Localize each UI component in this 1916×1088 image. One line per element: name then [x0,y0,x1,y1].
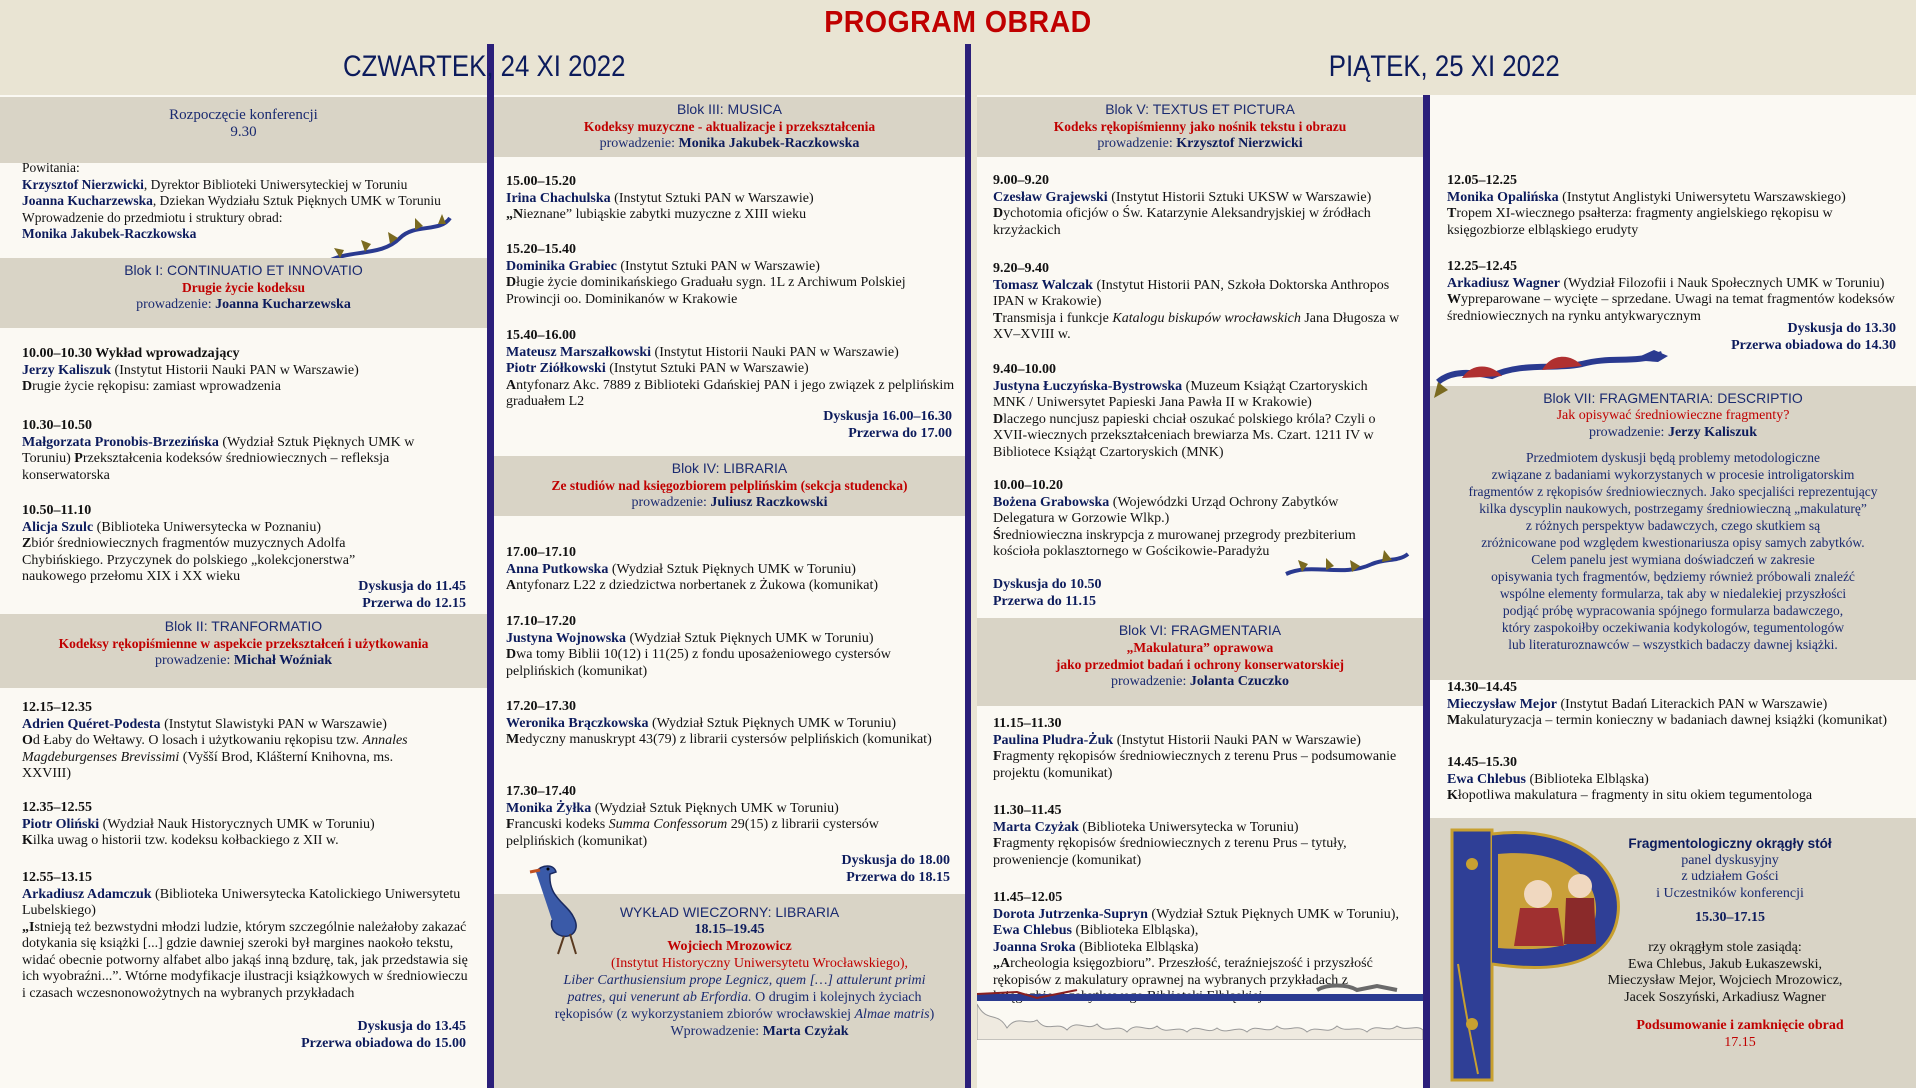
break-label: Przerwa do 17.00 [848,426,952,441]
talk [506,545,956,595]
speaker-affiliation: (Instytut Historii Nauki PAN w Warszawie) [1113,732,1361,748]
evening-affiliation: (Instytut Historyczny Uniwersytetu Wrocławskiego), [610,956,908,971]
block1-theme: Drugie życie kodeksu [182,280,305,295]
talk-time: 12.15–12.35 [22,700,92,715]
talk [993,716,1403,782]
talk [993,261,1403,344]
speaker-name: Małgorzata Pronobis-Brzezińska [22,434,219,450]
speaker-name: Irina Chachulska [506,190,611,206]
block4-chair: Juliusz Raczkowski [710,495,828,510]
description-line: podjąć próbę wypracowania spójnego formularza badawczego, [1502,603,1844,618]
block7-label: Blok VII: FRAGMENTARIA: DESCRIPTIO [1543,390,1803,406]
speaker-affiliation: (Biblioteka Elbląska) [1075,939,1199,955]
chair-label: prowadzenie: [1097,136,1177,151]
talk [22,800,442,850]
speaker-name: Piotr Oliński [22,816,100,832]
participants-line: Ewa Chlebus, Jakub Łukaszewski, [1627,956,1823,972]
panel-time: 15.30–17.15 [1695,910,1765,925]
speaker-name: Mateusz Marszałkowski [506,344,652,360]
speaker-affiliation: (Instytut Historii Sztuki UKSW w Warszawie) [1107,189,1372,205]
description-line: wspólne elementy formularza, tak aby w niedalekiej przyszłości [1499,586,1847,601]
heron-bird-icon [528,858,598,958]
talk-title: ragmenty rękopisów średniowiecznych z terenu Prus – tytuły, proweniencje (komunikat) [993,836,1347,868]
speaker-affiliation: (Instytut Badań Literackich PAN w Warszawie) [1557,696,1828,712]
evening-title: O drugim i kolejnych życiach rękopisów (z wykorzystaniem zbiorów wrocławskiej [554,990,922,1022]
closing [1590,1018,1890,1051]
closing-label: Podsumowanie i zamknięcie obrad [1636,1018,1844,1033]
panel-line: panel dyskusyjny [1681,852,1779,868]
talk-title: d Łaby do Wełtawy. O losach i użytkowaniu rękopisu tzw. [32,733,363,748]
speaker-name: Mieczysław Mejor [1447,696,1557,712]
description-line: Celem panelu jest wymiana doświadczeń w zakresie [1531,552,1815,567]
talk-initial: P [74,451,83,466]
discussion-label: Dyskusja do 11.45 [358,579,466,594]
talk-initial: M [506,732,520,747]
block6-theme: „Makulatura” oprawowa [1126,640,1274,655]
talk-time: 12.35–12.55 [22,800,92,815]
block7-description [1430,449,1916,653]
talk-initial: „A [993,956,1011,971]
evening-title-tail: ) [929,1007,935,1022]
discussion-label: Dyskusja do 10.50 [993,577,1102,592]
talk-initial: O [22,733,33,748]
chair-label: prowadzenie: [1589,425,1668,440]
block5-label: Blok V: TEXTUS ET PICTURA [1105,101,1295,117]
block5-theme: Kodeks rękopiśmienny jako nośnik tekstu i obrazu [1053,119,1347,134]
speaker-name: Jerzy Kaliszuk [22,362,112,378]
greetings-intro2: Wprowadzenie do przedmiotu i struktury obrad: [22,209,283,225]
dragon-ornament-icon [1432,342,1672,406]
talk-initial: D [506,647,517,662]
block6-theme2: jako przedmiot badań i ochrony konserwatorskiej [1055,657,1345,672]
talk-title: łopotliwa makulatura – fragmenty in situ okiem tegumentologa [1457,788,1813,803]
greeter-role: , Dziekan Wydziału Sztuk Pięknych UMK w Toruniu [152,193,441,208]
talk-time: 9.40–10.00 [993,362,1056,377]
speaker-name: Anna Putkowska [506,561,609,577]
description-line: zróżnicowane pod względem kwestionariusza opisy samych zabytków. [1481,535,1865,550]
talk-title: rugie życie rękopisu: zamiast wprowadzenia [32,379,281,394]
round-table-panel [1620,836,1840,927]
speaker-name: Czesław Grajewski [993,189,1108,205]
talk-initial: F [993,836,1002,851]
block2-theme: Kodeksy rękopiśmienne w aspekcie przekształceń i użytkowania [58,636,429,651]
talk-title-tail: 29(15) z librarii cystersów pelplińskich (komunikat) [506,817,879,849]
block1-label: Blok I: CONTINUATIO ET INNOVATIO [124,262,363,278]
talk-title-tail: Jana Długosza w XV–XVIII w. [993,310,1400,342]
talk-initial: „I [22,919,35,935]
talk [22,870,468,1002]
speaker-affiliation: (Wydział Sztuk Pięknych UMK w Toruniu) [591,800,839,816]
speaker-affiliation: (Wydział Filozofii i Nauk Społecznych UMK w Toruniu) [1559,275,1885,291]
speaker-affiliation: (Instytut Anglistyki Uniwersytetu Warszawskiego) [1558,189,1846,205]
talk-title: edyczny manuskrypt 43(79) z librarii cystersów pelplińskich (komunikat) [519,732,932,747]
talk-initial: A [506,578,517,593]
speaker-affiliation: (Biblioteka Elbląska) [1525,771,1649,787]
talk-title-italic: Katalogu biskupów wrocławskich [1112,310,1301,326]
talk [1447,259,1897,325]
talk [993,803,1403,869]
chair-label: prowadzenie: [599,136,679,151]
speaker-name: Monika Żyłka [506,800,592,816]
talk-title: rzekształcenia kodeksów średniowiecznych – refleksja konserwatorska [22,451,390,483]
chair-label: prowadzenie: [154,653,234,668]
intro-label: Wprowadzenie: [670,1024,763,1039]
discussion-time [1700,320,1896,354]
talk-initial: D [506,275,517,290]
block7-theme: Jak opisywać średniowieczne fragmenty? [1556,408,1790,423]
talk-time: 10.50–11.10 [22,503,92,518]
speaker-name: Dorota Jutrzenka-Supryn [993,906,1148,922]
talk-initial: D [22,379,33,394]
talk-initial: „N [506,207,524,222]
discussion-time [993,576,1193,610]
block3-label: Blok III: MUSICA [676,101,783,117]
panel-title: Fragmentologiczny okrągły stół [1628,836,1832,851]
discussion-time [200,1018,466,1052]
block6-header [977,618,1423,706]
block3-chair: Monika Jakubek-Raczkowska [678,136,860,151]
speaker-name: Adrien Quéret-Podesta [22,716,161,732]
talk-time: 17.10–17.20 [506,614,576,629]
speaker-affiliation: (Wydział Sztuk Pięknych UMK w Toruniu) [22,434,415,466]
talk-title: rcheologia księgozbioru”. Przeszłość, teraźniejszość i przyszłość rękopisów z makulatury oprawnej na wybranych przykładach z [993,956,1373,988]
talk-initial: K [1447,788,1458,803]
talk-time: 10.00–10.30 Wykład wprowadzający [22,346,240,361]
talk [1447,755,1907,805]
closing-time: 17.15 [1724,1034,1756,1050]
thursday-date: CZWARTEK, 24 XI 2022 [342,50,626,83]
talk-title: ługie życie dominikańskiego Graduału sygn. 1L z Archiwum Polskiej Prowincji oo. Dominikanów w Krakowie [506,275,906,307]
description-line: opisywania tych fragmentów, będziemy również próbowali znaleźć [1491,569,1855,584]
panel-line: i Uczestników konferencji [1656,885,1804,901]
talk-initial: F [993,749,1002,764]
speaker-affiliation: (Instytut Slawistyki PAN w Warszawie) [160,716,387,732]
panel-line: z udziałem Gości [1681,869,1779,884]
talk-title: ilka uwag o historii tzw. kodeksu kołbackiego z XII w. [32,833,339,848]
talk-title: ntyfonarz L22 z dziedzictwa norbertanek z Żukowa (komunikat) [516,578,879,593]
break-label: Przerwa do 11.15 [993,594,1097,609]
break-label: Przerwa do 18.15 [846,870,950,885]
talk-time: 10.00–10.20 [993,478,1063,493]
talk-time: 14.30–14.45 [1447,680,1517,695]
chair-label: prowadzenie: [136,297,216,312]
description-line: Przedmiotem dyskusji będą problemy metodologiczne [1526,450,1820,465]
talk-time: 17.20–17.30 [506,699,576,714]
divider-1 [487,44,494,1088]
evening-time: 18.15–19.45 [694,922,765,937]
talk-time: 12.25–12.45 [1447,259,1517,274]
border-ornament-icon [977,980,1423,1040]
speaker-name: Arkadiusz Adamczuk [22,886,152,902]
speaker-name: Dominika Grabiec [506,258,617,274]
discussion-label: Dyskusja do 13.45 [357,1019,466,1034]
talk-initial: Z [22,536,32,551]
talk-title: ypreparowane – wycięte – sprzedane. Uwagi na temat fragmentów kodeksów średniowiecznych na rynku antykwarycznym [1447,292,1895,324]
speaker-affiliation: (Biblioteka Uniwersytecka Katolickiego Uniwersytetu Lubelskiego) [22,886,461,918]
speaker-affiliation: (Wojewódzki Urząd Ochrony Zabytków Delegatura w Gorzowie Wlkp.) [993,494,1339,526]
talk-time: 15.40–16.00 [506,328,576,343]
talk-initial: D [993,411,1004,427]
talk-title: ieznane” lubiąskie zabytki muzyczne z XIII wieku [523,207,807,222]
description-line: który zaspokoiłby oczekiwania kodykologów, tegumentologów [1501,620,1845,635]
talk [993,362,1403,461]
talk-initial: K [22,833,33,848]
description-line: fragmentów z rękopisów średniowiecznych. Jako specjaliści reprezentujący [1468,484,1878,499]
discussion-label: Dyskusja 16.00–16.30 [823,409,952,424]
block5-header [977,97,1423,157]
talk-time: 14.45–15.30 [1447,755,1517,770]
greeter-name: Monika Jakubek-Raczkowska [22,226,197,241]
talk-title: ragmenty rękopisów średniowiecznych z terenu Prus – podsumowanie projektu (komunikat) [993,749,1397,781]
discussion-label: Dyskusja do 18.00 [841,853,950,868]
talk-time: 10.30–10.50 [22,418,92,433]
friday-date: PIĄTEK, 25 XI 2022 [1328,50,1560,83]
talk-title: redniowieczna inskrypcja z murowanej przegrody prezbiterium kościoła poklasztornego w Gościkowie-Paradyżu [993,527,1356,559]
talk [506,328,956,411]
discussion-time [700,852,950,886]
speaker-affiliation: (Instytut Historii PAN, Szkoła Doktorska Anthropos IPAN w Krakowie) [993,277,1390,309]
block3-theme: Kodeksy muzyczne - aktualizacje i przekształcenia [583,119,876,134]
speaker-name: Justyna Wojnowska [506,630,626,646]
speaker-name: Justyna Łuczyńska-Bystrowska [993,378,1183,394]
block3-header [494,97,965,157]
talk [1447,680,1907,730]
talk [993,173,1421,239]
talk-time: 12.55–13.15 [22,870,92,885]
evening-title-italic2: Almae matris [854,1007,930,1022]
speaker-affiliation: (Wydział Sztuk Pięknych UMK w Toruniu) [625,630,874,646]
block1-chair: Joanna Kucharzewska [215,297,351,312]
speaker-affiliation: (Instytut Sztuki PAN w Warszawie) [616,258,820,274]
speaker-name: Ewa Chlebus [1447,771,1526,787]
talk [506,242,946,308]
evening-speaker: Wojciech Mrozowicz [667,939,792,954]
discussion-label: Dyskusja do 13.30 [1787,321,1896,336]
block4-header [494,456,965,516]
greeter-role: , Dyrektor Biblioteki Uniwersyteckiej w Toruniu [143,176,408,192]
talk [22,700,442,783]
talk-time: 9.00–9.20 [993,173,1049,188]
discussion-time [700,408,952,442]
discussion-time [200,578,466,612]
talk-title: wa tomy Biblii 10(12) i 11(25) z fondu uposażeniowego cystersów pelplińskich (komunikat) [506,647,891,679]
talk [22,346,482,396]
speaker-name: Alicja Szulc [22,519,94,535]
speaker-affiliation: (Wydział Nauk Historycznych UMK w Toruniu) [99,816,375,832]
block7-chair: Jerzy Kaliszuk [1667,425,1757,440]
divider-3 [1423,95,1430,1088]
participants-line: Mieczysław Mejor, Wojciech Mrozowicz, [1607,973,1843,988]
speaker-affiliation: (Muzeum Książąt Czartoryskich MNK / Uniwersytet Papieski Jana Pawła II w Krakowie) [993,378,1368,410]
break-label: Przerwa obiadowa do 15.00 [301,1036,466,1051]
talk-initial: M [1447,713,1461,728]
block2-label: Blok II: TRANFORMATIO [164,618,323,634]
talk-time: 17.00–17.10 [506,545,576,560]
talk-title-italic: Annales Magdeburgenses Brevissimi [22,733,408,765]
talk-time: 11.15–11.30 [993,716,1062,731]
talk-time: 9.20–9.40 [993,261,1049,276]
chair-label: prowadzenie: [631,495,711,510]
talk-title: ychotomia oficjów o Św. Katarzynie Aleksandryjskiej w źródłach krzyżackich [993,206,1371,238]
speaker-affiliation: (Wydział Sztuk Pięknych UMK w Toruniu), [1147,906,1399,922]
talk-initial: D [993,206,1004,221]
chair-label: prowadzenie: [1110,674,1190,689]
talk-initial: A [506,377,517,393]
evening-label: WYKŁAD WIECZORNY: LIBRARIA [619,904,840,920]
talk-initial: W [1447,292,1461,307]
talk-initial: F [506,817,515,832]
speaker-name: Bożena Grabowska [993,494,1110,510]
block6-label: Blok VI: FRAGMENTARIA [1118,622,1282,638]
talk [506,784,946,850]
talk-title: akulaturyzacja – termin konieczny w badaniach dawnej książki (komunikat) [1460,713,1888,728]
talk-time: 17.30–17.40 [506,784,576,799]
speaker-affiliation: (Instytut Historii Nauki PAN w Warszawie) [651,344,899,360]
talk-title-italic: Summa Confessorum [608,817,728,832]
description-line: związane z badaniami wykorzystanych w procesie introligatorskim [1491,467,1855,482]
description-line: kilka dyscyplin naukowych, postrzegamy średniowieczną „makulaturę” [1479,501,1867,516]
talk [506,699,946,749]
block7-header [1430,386,1916,680]
block5-chair: Krzysztof Nierzwicki [1176,136,1303,151]
speaker-name: Ewa Chlebus [993,923,1072,938]
speaker-name: Joanna Sroka [993,939,1076,955]
talk [506,614,946,680]
speaker-affiliation: (Instytut Sztuki PAN w Warszawie) [610,190,814,206]
talk-initial: T [993,310,1003,326]
opening-label: Rozpoczęcie konferencji [169,107,318,123]
speaker-name: Piotr Ziółkowski [506,361,606,376]
block2-header [0,614,487,688]
break-label: Przerwa do 12.15 [362,596,466,611]
divider-center [965,44,971,1088]
description-line: lub literaturoznawców – wszystkich badaczy dawnej książki. [1508,637,1838,652]
talk-time: 15.20–15.40 [506,242,576,257]
panel-participants [1580,940,1870,1006]
opening-section [0,97,487,163]
greeter-name: Krzysztof Nierzwicki [22,176,144,192]
evening-title-italic: Liber Carthusiensium prope Legnicz, quem […] attulerunt primi patres, qui venerunt ab Erfordia. [563,973,926,1005]
speaker-affiliation: (Wydział Sztuk Pięknych UMK w Toruniu) [648,715,897,731]
participants-intro: rzy okrągłym stole zasiądą: [1648,940,1802,955]
talk [22,503,422,586]
speaker-affiliation: (Instytut Historii Nauki PAN w Warszawie) [111,362,359,378]
greeter-name: Joanna Kucharzewska [22,193,153,208]
speaker-affiliation: (Biblioteka Uniwersytecka w Toruniu) [1078,819,1299,835]
intro-name: Marta Czyżak [762,1024,849,1039]
speaker-affiliation: (Biblioteka Uniwersytecka w Poznaniu) [93,519,321,535]
talk-time: 12.05–12.25 [1447,173,1517,188]
talk-title: ropem XI-wiecznego psałterza: fragmenty angielskiego rękopisu w księgozbiorze elbląskiego erudyty [1447,206,1833,238]
description-line: z różnych perspektyw badawczych, czego skutkiem są [1525,518,1821,533]
block4-theme: Ze studiów nad księgozbiorem pelplińskim (sekcja studencka) [551,478,908,493]
talk-initial: T [1447,206,1457,221]
talk-title: rancuski kodeks [514,817,609,832]
block4-label: Blok IV: LIBRARIA [671,460,788,476]
speaker-name: Tomasz Walczak [993,277,1093,293]
talk-time: 11.30–11.45 [993,803,1062,818]
talk-title: laczego nuncjusz papieski chciał oszukać polskiego króla? Czyli o XVII-wiecznych przekształceniach brewiarza Ms. Czart. 1211 IV w Bibliotece Książąt Czartoryskich (MNK) [993,411,1376,460]
block2-chair: Michał Woźniak [233,653,333,668]
talk-initial: Ś [993,527,1001,543]
speaker-name: Paulina Pludra-Żuk [993,732,1114,748]
opening-time: 9.30 [230,124,257,140]
vine-ornament-icon [1282,544,1412,590]
talk [506,174,946,224]
speaker-name: Weronika Brączkowska [506,715,649,731]
talk-title-tail: (Vyšší Brod, Klášterní Knihovna, ms. XXVIII) [22,749,394,781]
talk-title: ntyfonarz Akc. 7889 z Biblioteki Gdańskiej PAN i jego związek z pelplińskim graduałem L2 [506,377,955,409]
block6-chair: Jolanta Czuczko [1189,674,1290,689]
talk-title: ransmisja i funkcje [1002,310,1113,326]
greetings-intro: Powitania: [22,160,80,175]
block1-header [0,258,487,328]
speaker-affiliation: (Wydział Sztuk Pięknych UMK w Toruniu) [608,561,856,577]
speaker-affiliation: (Biblioteka Elbląska), [1071,923,1199,938]
speaker-name: Monika Opalińska [1447,189,1559,205]
speaker-name: Marta Czyżak [993,819,1079,835]
talk [1447,173,1907,239]
talk-title: stnieją też bezwstydni młodzi ludzie, którym szczególnie należałoby zakazać dotykania się książki [...] gdzie dawniej szeroki był margines naokoło tekstu, widać obecnie potworny alfabet albo jakąś inną bzdurę, tak, jak przedstawia się ich wyobraźni...”. Wtórne modyfikacje ilustracji książkowych w średniowieczu i czasach wczesnonowożytnych na wybranych przykładach [22,919,468,1001]
talk-time: 11.45–12.05 [993,890,1063,905]
speaker-affiliation: (Instytut Sztuki PAN w Warszawie) [605,361,809,376]
talk-title: biór średniowiecznych fragmentów muzycznych Adolfa Chybińskiego. Przyczynek do polskiego „kolekcjonerstwa” naukowego przełomu XIX i XX wieku [22,536,356,584]
talk [22,418,422,484]
participants-line: Jacek Soszyński, Arkadiusz Wagner [1624,989,1826,1005]
page-title: PROGRAM OBRAD [824,4,1092,39]
break-label: Przerwa obiadowa do 14.30 [1731,338,1896,353]
talk-time: 15.00–15.20 [506,174,576,189]
speaker-name: Arkadiusz Wagner [1447,275,1560,291]
